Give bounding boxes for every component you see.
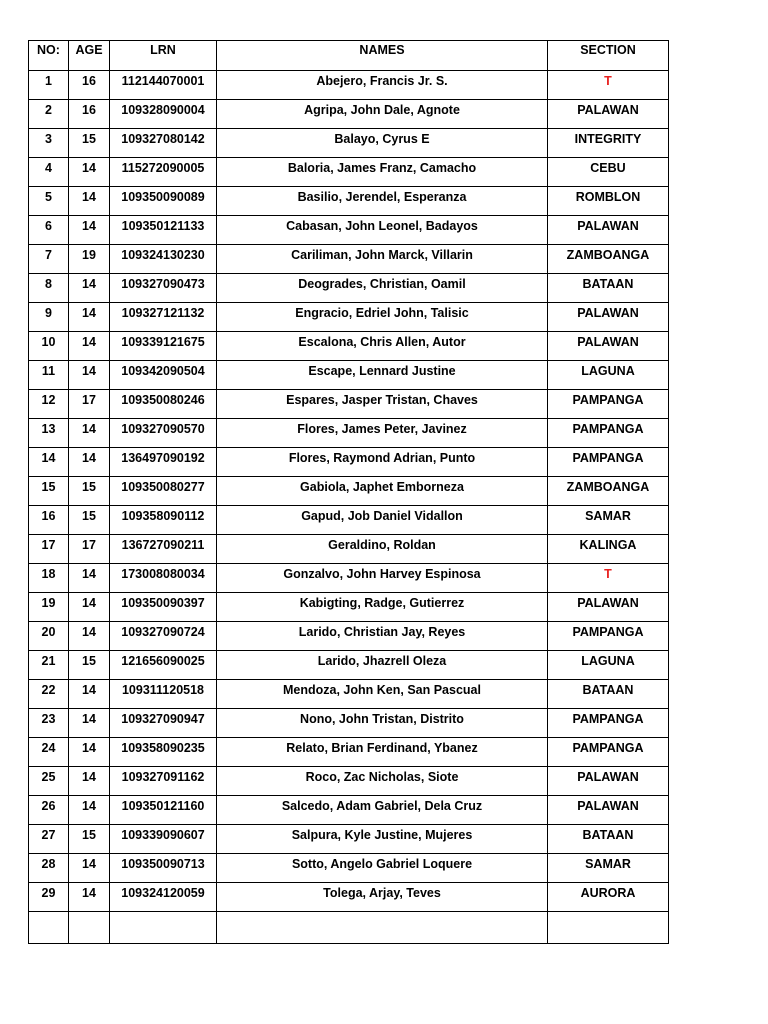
cell-lrn: 109358090235 [110,738,217,767]
cell-lrn: 115272090005 [110,158,217,187]
cell-no: 27 [29,825,69,854]
cell-section: PALAWAN [548,796,669,825]
cell-section: PAMPANGA [548,709,669,738]
cell-age: 14 [69,709,110,738]
blank-cell [69,912,110,944]
cell-name: Agripa, John Dale, Agnote [217,100,548,129]
cell-lrn: 109350090713 [110,854,217,883]
cell-section: BATAAN [548,825,669,854]
table-row [29,564,669,593]
cell-section: SAMAR [548,506,669,535]
cell-name: Gapud, Job Daniel Vidallon [217,506,548,535]
cell-no: 17 [29,535,69,564]
cell-lrn: 109342090504 [110,361,217,390]
table-row [29,303,669,332]
cell-name: Gabiola, Japhet Emborneza [217,477,548,506]
cell-lrn: 109324120059 [110,883,217,912]
cell-section: PALAWAN [548,100,669,129]
cell-lrn: 109358090112 [110,506,217,535]
cell-lrn: 109339090607 [110,825,217,854]
cell-name: Sotto, Angelo Gabriel Loquere [217,854,548,883]
table-row [29,767,669,796]
cell-section: PAMPANGA [548,622,669,651]
cell-section: PALAWAN [548,216,669,245]
table-row [29,883,669,912]
cell-age: 14 [69,680,110,709]
header-lrn: LRN [110,41,217,71]
cell-lrn: 112144070001 [110,71,217,100]
cell-lrn: 109350121160 [110,796,217,825]
cell-age: 14 [69,187,110,216]
table-row [29,129,669,158]
header-row [29,41,669,71]
header-no: NO: [29,41,69,71]
blank-cell [217,912,548,944]
cell-name: Nono, John Tristan, Distrito [217,709,548,738]
cell-age: 14 [69,361,110,390]
cell-age: 15 [69,651,110,680]
cell-lrn: 109328090004 [110,100,217,129]
cell-section: LAGUNA [548,361,669,390]
table-row [29,100,669,129]
table-row [29,680,669,709]
header-section: SECTION [548,41,669,71]
cell-lrn: 109311120518 [110,680,217,709]
cell-age: 14 [69,622,110,651]
cell-no: 21 [29,651,69,680]
cell-lrn: 109327090947 [110,709,217,738]
table-row [29,796,669,825]
cell-name: Salpura, Kyle Justine, Mujeres [217,825,548,854]
table-row [29,390,669,419]
cell-no: 3 [29,129,69,158]
cell-name: Larido, Jhazrell Oleza [217,651,548,680]
table-row [29,593,669,622]
cell-name: Engracio, Edriel John, Talisic [217,303,548,332]
cell-lrn: 173008080034 [110,564,217,593]
table-row [29,71,669,100]
cell-age: 14 [69,274,110,303]
cell-section: PALAWAN [548,332,669,361]
cell-lrn: 109350090397 [110,593,217,622]
cell-section: PALAWAN [548,593,669,622]
cell-section: PALAWAN [548,303,669,332]
table-row [29,245,669,274]
cell-no: 9 [29,303,69,332]
cell-section: PAMPANGA [548,448,669,477]
table-row [29,274,669,303]
cell-no: 2 [29,100,69,129]
cell-no: 6 [29,216,69,245]
cell-age: 14 [69,303,110,332]
table-row [29,419,669,448]
table-row [29,448,669,477]
cell-name: Basilio, Jerendel, Esperanza [217,187,548,216]
cell-name: Flores, James Peter, Javinez [217,419,548,448]
cell-name: Flores, Raymond Adrian, Punto [217,448,548,477]
cell-age: 16 [69,100,110,129]
cell-lrn: 109327090473 [110,274,217,303]
header-age: AGE [69,41,110,71]
cell-lrn: 109327121132 [110,303,217,332]
table-row [29,825,669,854]
cell-name: Relato, Brian Ferdinand, Ybanez [217,738,548,767]
cell-age: 14 [69,883,110,912]
cell-name: Deogrades, Christian, Oamil [217,274,548,303]
cell-no: 13 [29,419,69,448]
cell-age: 14 [69,738,110,767]
cell-no: 26 [29,796,69,825]
cell-name: Kabigting, Radge, Gutierrez [217,593,548,622]
table-row [29,535,669,564]
table-row [29,361,669,390]
cell-no: 12 [29,390,69,419]
cell-section: T [548,71,669,100]
cell-no: 22 [29,680,69,709]
cell-section: CEBU [548,158,669,187]
cell-lrn: 109327090570 [110,419,217,448]
table-row [29,158,669,187]
cell-name: Cabasan, John Leonel, Badayos [217,216,548,245]
cell-section: ZAMBOANGA [548,477,669,506]
cell-no: 8 [29,274,69,303]
table-row [29,506,669,535]
cell-lrn: 109327091162 [110,767,217,796]
cell-age: 17 [69,535,110,564]
cell-age: 15 [69,825,110,854]
table-row [29,477,669,506]
cell-no: 7 [29,245,69,274]
cell-name: Mendoza, John Ken, San Pascual [217,680,548,709]
cell-section: ROMBLON [548,187,669,216]
cell-lrn: 109339121675 [110,332,217,361]
cell-no: 20 [29,622,69,651]
cell-lrn: 109324130230 [110,245,217,274]
cell-section: BATAAN [548,274,669,303]
cell-name: Larido, Christian Jay, Reyes [217,622,548,651]
cell-no: 24 [29,738,69,767]
cell-name: Balayo, Cyrus E [217,129,548,158]
cell-age: 14 [69,448,110,477]
cell-no: 23 [29,709,69,738]
cell-no: 15 [29,477,69,506]
cell-section: BATAAN [548,680,669,709]
table-header [29,41,669,71]
cell-age: 14 [69,332,110,361]
table-row [29,622,669,651]
cell-age: 14 [69,419,110,448]
cell-section: PAMPANGA [548,419,669,448]
blank-cell [29,912,69,944]
cell-no: 16 [29,506,69,535]
cell-section: SAMAR [548,854,669,883]
table-body [29,71,669,944]
cell-section: INTEGRITY [548,129,669,158]
cell-lrn: 109350090089 [110,187,217,216]
cell-name: Espares, Jasper Tristan, Chaves [217,390,548,419]
cell-lrn: 136727090211 [110,535,217,564]
cell-name: Gonzalvo, John Harvey Espinosa [217,564,548,593]
cell-name: Geraldino, Roldan [217,535,548,564]
table-row [29,651,669,680]
cell-no: 28 [29,854,69,883]
cell-lrn: 109350080246 [110,390,217,419]
cell-no: 29 [29,883,69,912]
cell-age: 15 [69,477,110,506]
cell-age: 15 [69,506,110,535]
cell-section: KALINGA [548,535,669,564]
cell-age: 14 [69,158,110,187]
table-row [29,332,669,361]
table-row [29,738,669,767]
header-names: NAMES [217,41,548,71]
cell-lrn: 109350080277 [110,477,217,506]
cell-no: 18 [29,564,69,593]
cell-age: 14 [69,854,110,883]
cell-lrn: 121656090025 [110,651,217,680]
cell-lrn: 109327090724 [110,622,217,651]
table-row [29,709,669,738]
cell-age: 14 [69,796,110,825]
cell-no: 11 [29,361,69,390]
blank-cell [548,912,669,944]
cell-lrn: 109327080142 [110,129,217,158]
cell-age: 14 [69,767,110,796]
cell-no: 25 [29,767,69,796]
cell-section: PAMPANGA [548,390,669,419]
cell-section: ZAMBOANGA [548,245,669,274]
cell-age: 14 [69,216,110,245]
cell-age: 16 [69,71,110,100]
cell-no: 1 [29,71,69,100]
cell-lrn: 136497090192 [110,448,217,477]
cell-name: Tolega, Arjay, Teves [217,883,548,912]
cell-section: PALAWAN [548,767,669,796]
cell-age: 17 [69,390,110,419]
cell-section: PAMPANGA [548,738,669,767]
blank-cell [110,912,217,944]
table-row [29,854,669,883]
cell-name: Escape, Lennard Justine [217,361,548,390]
cell-name: Escalona, Chris Allen, Autor [217,332,548,361]
blank-row [29,912,669,944]
student-roster-table [28,40,669,944]
cell-no: 10 [29,332,69,361]
cell-no: 4 [29,158,69,187]
cell-section: T [548,564,669,593]
cell-name: Cariliman, John Marck, Villarin [217,245,548,274]
cell-section: LAGUNA [548,651,669,680]
table-row [29,216,669,245]
cell-age: 14 [69,564,110,593]
cell-name: Baloria, James Franz, Camacho [217,158,548,187]
cell-name: Abejero, Francis Jr. S. [217,71,548,100]
cell-section: AURORA [548,883,669,912]
cell-no: 19 [29,593,69,622]
cell-age: 14 [69,593,110,622]
cell-lrn: 109350121133 [110,216,217,245]
cell-age: 15 [69,129,110,158]
table-row [29,187,669,216]
cell-name: Roco, Zac Nicholas, Siote [217,767,548,796]
cell-age: 19 [69,245,110,274]
cell-no: 5 [29,187,69,216]
cell-no: 14 [29,448,69,477]
cell-name: Salcedo, Adam Gabriel, Dela Cruz [217,796,548,825]
